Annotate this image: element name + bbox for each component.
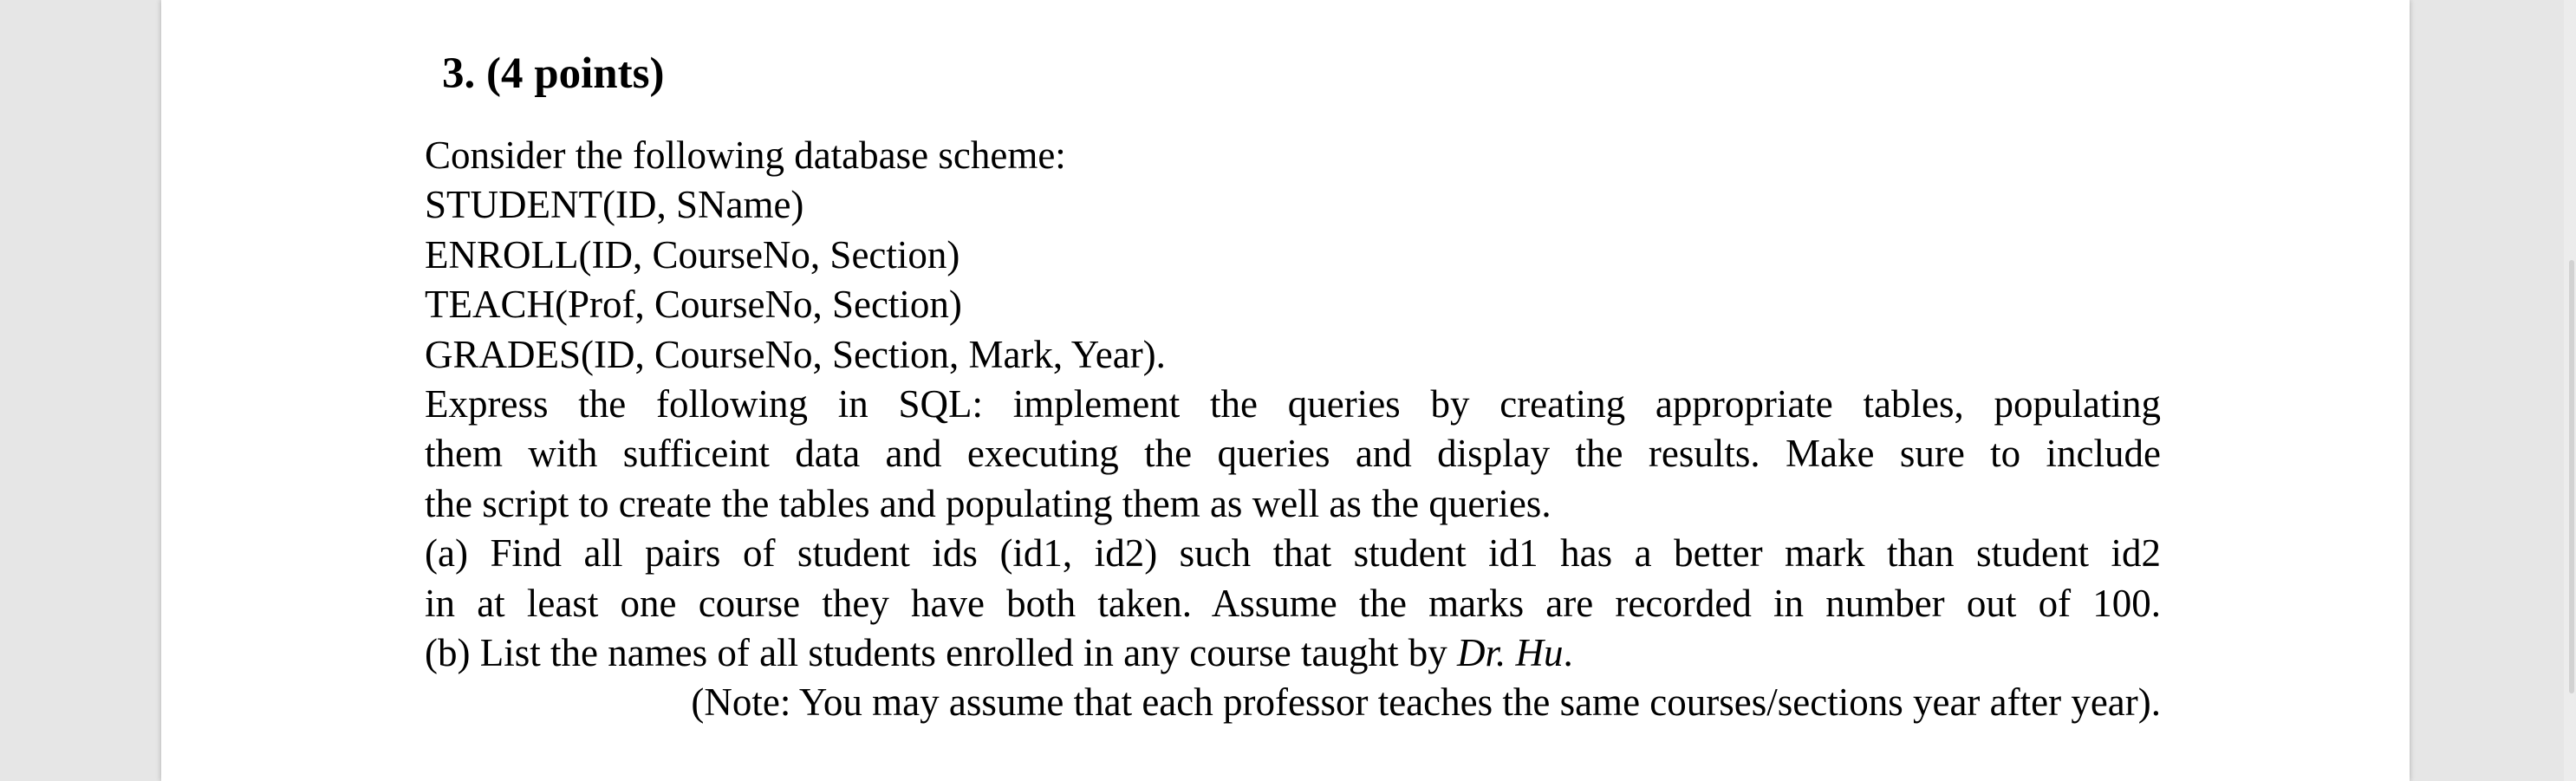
part-b-prefix: (b) List the names of all students enrolled in any course taught by	[425, 631, 1457, 675]
vertical-scrollbar[interactable]	[2564, 0, 2576, 781]
problem-heading: 3. (4 points)	[442, 49, 665, 98]
schema-line-student: STUDENT(ID, SName)	[425, 183, 804, 227]
part-b-professor: Dr. Hu	[1456, 631, 1564, 675]
schema-line-grades: GRADES(ID, CourseNo, Section, Mark, Year).	[425, 332, 1166, 376]
scrollbar-thumb[interactable]	[2569, 260, 2574, 693]
part-b-line	[425, 628, 2161, 678]
document-page	[161, 0, 2410, 781]
instructions-line-3: the script to create the tables and populating them as well as the queries.	[425, 481, 1551, 525]
part-a-line-2: in at least one course they have both taken. Assume the marks are recorded in number out of 100.	[425, 581, 2161, 625]
schema-line-enroll: ENROLL(ID, CourseNo, Section)	[425, 232, 960, 277]
schema-line-teach: TEACH(Prof, CourseNo, Section)	[425, 283, 962, 327]
problem-body	[425, 131, 2161, 728]
instructions-line-2: them with sufficeint data and executing the queries and display the results. Make sure to include	[425, 432, 2161, 476]
instructions-line-1: Express the following in SQL: implement the queries by creating appropriate tables, populating	[425, 382, 2161, 426]
intro-line: Consider the following database scheme:	[425, 133, 1066, 177]
part-b-suffix: .	[1563, 631, 1573, 675]
part-a-line-1: (a) Find all pairs of student ids (id1, id2) such that student id1 has a better mark than student id2	[425, 531, 2161, 576]
note-line: (Note: You may assume that each professor teaches the same courses/sections year after year).	[691, 680, 2161, 725]
